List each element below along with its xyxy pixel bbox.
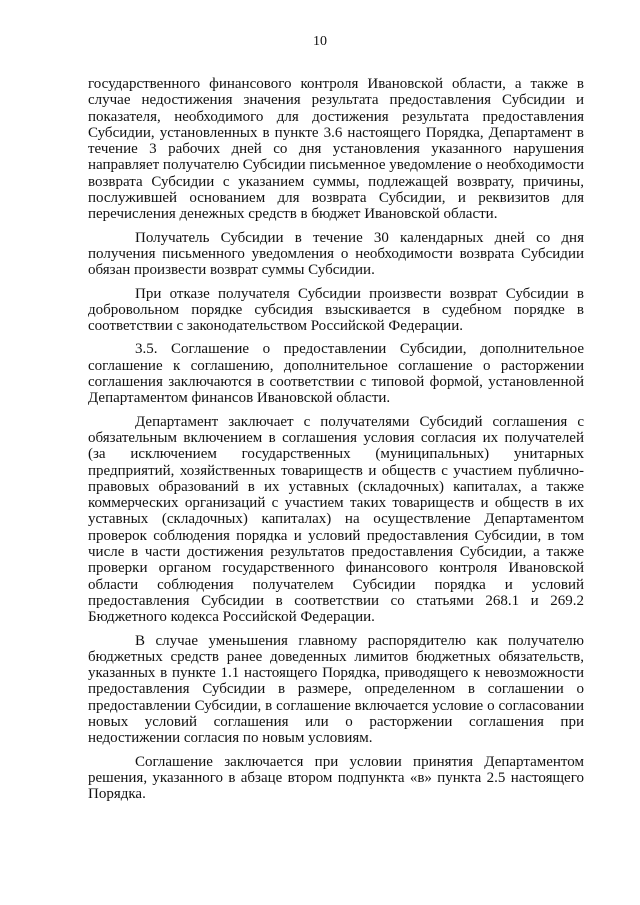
paragraph-agreement-form: 3.5. Соглашение о предоставлении Субсидии, дополнительное соглашение к соглашению, дополнительное соглашение о расторжении соглашения заключаются в соответствии с типовой формой, установленной Департаментом финансов Ивановской области. — [88, 341, 584, 407]
page-number: 10 — [313, 34, 327, 49]
paragraph-agreement-consent: Департамент заключает с получателями Субсидий соглашения с обязательным включением в соглашения условия согласия их получателей (за исключением государственных (муниципальных) унитарных предприятий, хозяйственных товариществ и обществ с участием публично-правовых образований в их уставных (складочных) капиталах, а также коммерческих организаций с участием таких товариществ и обществ в их уставных (складочных) капиталах) на осуществление Департаментом проверок соблюдения порядка и условий предоставления Субсидии, в том числе в части достижения результатов предоставления Субсидии, а также проверки органом государственного финансового контроля Ивановской области соблюдения получателем Субсидии порядка и условий предоставления Субсидии в соответствии со статьями 268.1 и 269.2 Бюджетного кодекса Российской Федерации. — [88, 413, 584, 626]
paragraph-return-notice: государственного финансового контроля Ивановской области, а также в случае недостижения значения результата предоставления Субсидии и показателя, необходимого для достижения результата предоставления Субсидии, установленных в пункте 3.6 настоящего Порядка, Департамент в течение 3 рабочих дней со дня установления указанного нарушения направляет получателю Субсидии письменное уведомление о необходимости возврата Субсидии с указанием суммы, подлежащей возврату, причины, послужившей основанием для возврата Субсидии, и реквизитов для перечисления денежных средств в бюджет Ивановской области. — [88, 76, 584, 223]
paragraph-limits-reduction: В случае уменьшения главному распорядителю как получателю бюджетных средств ранее доведенных лимитов бюджетных обязательств, указанных в пункте 1.1 настоящего Порядка, приводящего к невозможности предоставления Субсидии в размере, определенном в соглашении о предоставлении Субсидии, в соглашение включается условие о согласовании новых условий соглашения или о расторжении соглашения при недостижении согласия по новым условиям. — [88, 632, 584, 747]
paragraph-judicial-recovery: При отказе получателя Субсидии произвести возврат Субсидии в добровольном порядке субсидия взыскивается в судебном порядке в соответствии с законодательством Российской Федерации. — [88, 285, 584, 335]
paragraph-agreement-conclusion: Соглашение заключается при условии принятия Департаментом решения, указанного в абзаце втором подпункта «в» пункта 2.5 настоящего Порядка. — [88, 753, 584, 803]
document-body — [88, 76, 584, 802]
paragraph-return-deadline: Получатель Субсидии в течение 30 календарных дней со дня получения письменного уведомления о необходимости возврата Субсидии обязан произвести возврат суммы Субсидии. — [88, 229, 584, 279]
